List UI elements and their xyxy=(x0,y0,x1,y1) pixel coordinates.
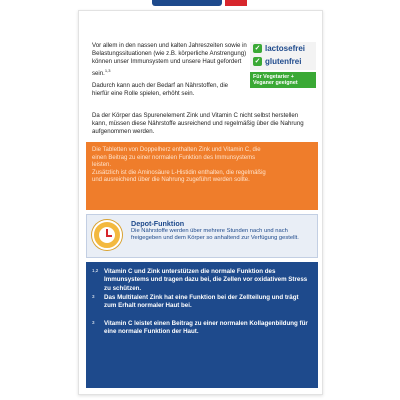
badge-row-lactose xyxy=(250,42,316,55)
vegan-badge: Für Vegetarier + Veganer geeignet xyxy=(250,72,316,88)
claim-item xyxy=(92,268,308,293)
claim-text: Das Multitalent Zink hat eine Funktion bei der Zellteilung und trägt zum Erhalt normaler Haut bei. xyxy=(104,294,299,310)
clock-icon xyxy=(92,220,122,250)
orange-info-text xyxy=(92,147,274,185)
footnote-ref: 3 xyxy=(92,320,95,325)
check-icon: ✓ xyxy=(254,45,261,52)
brand-logo-fragment xyxy=(152,0,222,6)
claim-item xyxy=(92,294,308,311)
check-icon: ✓ xyxy=(254,58,261,65)
body-paragraph: Da der Körper das Spurenelement Zink und Vitamin C nicht selbst herstellen kann, müssen diese Nährstoffe ausreichend und regelmäßig über die Nahrung aufgenommen werden. xyxy=(92,112,304,136)
footnote-ref: 1,3 xyxy=(104,67,111,73)
intro-paragraph-2: Dadurch kann auch der Bedarf an Nährstoffen, die hierfür eine Rolle spielen, erhöht sein. xyxy=(92,81,229,98)
claim-text: Vitamin C und Zink unterstützen die normale Funktion des Immunsystems und tragen dazu bei, die Zellen vor oxidativem Stress zu schützen. xyxy=(104,268,308,292)
clock-hand xyxy=(106,235,112,237)
badge-label-gluten: glutenfrei xyxy=(265,57,302,66)
footnote-ref: 1,2 xyxy=(92,268,99,273)
free-from-badge xyxy=(250,42,316,70)
intro-paragraph-1: Vor allem in den nassen und kalten Jahreszeiten sowie in Belastungssituationen (wie z.B. körperliche Anstrengung) können unser Immunsystem und unsere Haut gefordert sein.$^{1,3}$ xyxy=(92,42,247,77)
claim-item xyxy=(92,320,308,337)
brand-logo-accent xyxy=(225,0,247,6)
badge-label-lactose: lactosefrei xyxy=(265,44,306,53)
orange-text-2: Zusätzlich ist die Aminosäure L-Histidin enthalten, die regelmäßig und ausreichend über die Nahrung zugeführt werden sollte. xyxy=(92,169,266,184)
footnote-ref: 3 xyxy=(92,294,95,299)
depot-text: Die Nährstoffe werden über mehrere Stunden nach und nach freigegeben und dem Körper so anhaltend zur Verfügung gestellt. xyxy=(131,228,299,242)
claim-text: Vitamin C leistet einen Beitrag zu einer normalen Kollagenbildung für eine normale Funktion der Haut. xyxy=(104,320,308,336)
orange-text-1: Die Tabletten von Doppelherz enthalten Zink und Vitamin C, die einen Beitrag zu einer normalen Funktion des Immunsystems leisten. xyxy=(92,147,261,169)
intro-text xyxy=(92,42,247,102)
depot-title: Depot-Funktion xyxy=(131,219,185,228)
badge-row-gluten xyxy=(250,55,316,68)
